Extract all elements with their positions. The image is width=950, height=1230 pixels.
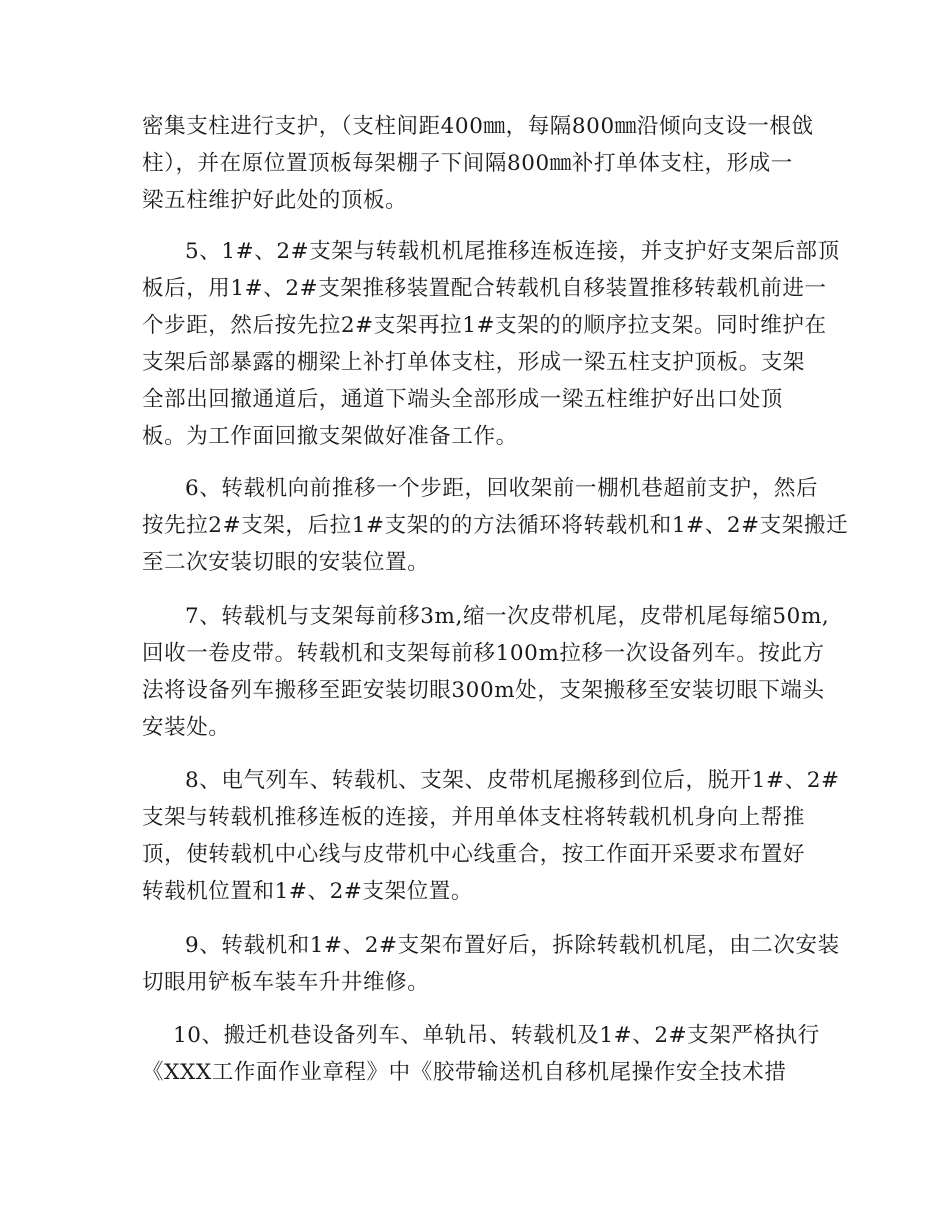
text-line: 6、转载机向前推移一个步距，回收架前一棚机巷超前支护，然后: [185, 476, 819, 501]
paragraph-step-5: [142, 233, 840, 455]
text-line: 板后，用1#、2#支架推移装置配合转载机自移装置推移转载机前进一: [142, 276, 827, 301]
paragraph-step-7: [142, 598, 830, 746]
text-line: 至二次安装切眼的安装位置。: [142, 550, 430, 575]
text-line: 《XXX工作面作业章程》中《胶带输送机自移机尾操作安全技术措: [142, 1060, 787, 1085]
text-line: 5、1#、2#支架与转载机机尾推移连板连接，并支护好支架后部顶: [185, 239, 840, 264]
text-line: 板。为工作面回撤支架做好准备工作。: [142, 424, 518, 449]
text-line: 10、搬迁机巷设备列车、单轨吊、转载机及1#、2#支架严格执行: [173, 1023, 820, 1048]
text-line: 安装处。: [142, 715, 231, 740]
paragraph-step-10: [142, 1017, 822, 1091]
text-line: 回收一卷皮带。转载机和支架每前移100m拉移一次设备列车。按此方: [142, 641, 825, 666]
text-line: 8、电气列车、转载机、支架、皮带机尾搬移到位后，脱开1#、2#: [185, 768, 840, 793]
text-line: 支架与转载机推移连板的连接，并用单体支柱将转载机机身向上帮推: [142, 805, 806, 830]
paragraph-step-8: [142, 762, 840, 910]
paragraph-step-9: [142, 927, 840, 1001]
text-line: 个步距，然后按先拉2#支架再拉1#支架的的顺序拉支架。同时维护在: [142, 313, 827, 338]
text-line: 顶，使转载机中心线与皮带机中心线重合，按工作面开采要求布置好: [142, 842, 806, 867]
text-line: 支架后部暴露的棚梁上补打单体支柱，形成一梁五柱支护顶板。支架: [142, 350, 806, 375]
text-line: 密集支柱进行支护，（支柱间距400㎜，每隔800㎜沿倾向支设一根戗: [142, 114, 814, 139]
text-line: 法将设备列车搬移至距安装切眼300m处，支架搬移至安装切眼下端头: [142, 678, 825, 703]
text-line: 柱），并在原位置顶板每架棚子下间隔800㎜补打单体支柱，形成一: [142, 151, 793, 176]
text-line: 9、转载机和1#、2#支架布置好后，拆除转载机机尾，由二次安装: [185, 933, 840, 958]
text-line: 转载机位置和1#、2#支架位置。: [142, 879, 473, 904]
text-line: 全部出回撤通道后，通道下端头全部形成一梁五柱维护好出口处顶: [142, 387, 783, 412]
text-line: 切眼用铲板车装车升井维修。: [142, 970, 430, 995]
text-line: 梁五柱维护好此处的顶板。: [142, 188, 408, 213]
paragraph-step-6: [142, 470, 849, 581]
text-line: 按先拉2#支架，后拉1#支架的的方法循环将转载机和1#、2#支架搬迁: [142, 513, 849, 538]
paragraph-support-continuation: [142, 108, 822, 219]
text-line: 7、转载机与支架每前移3m,缩一次皮带机尾，皮带机尾每缩50m,: [185, 604, 830, 629]
